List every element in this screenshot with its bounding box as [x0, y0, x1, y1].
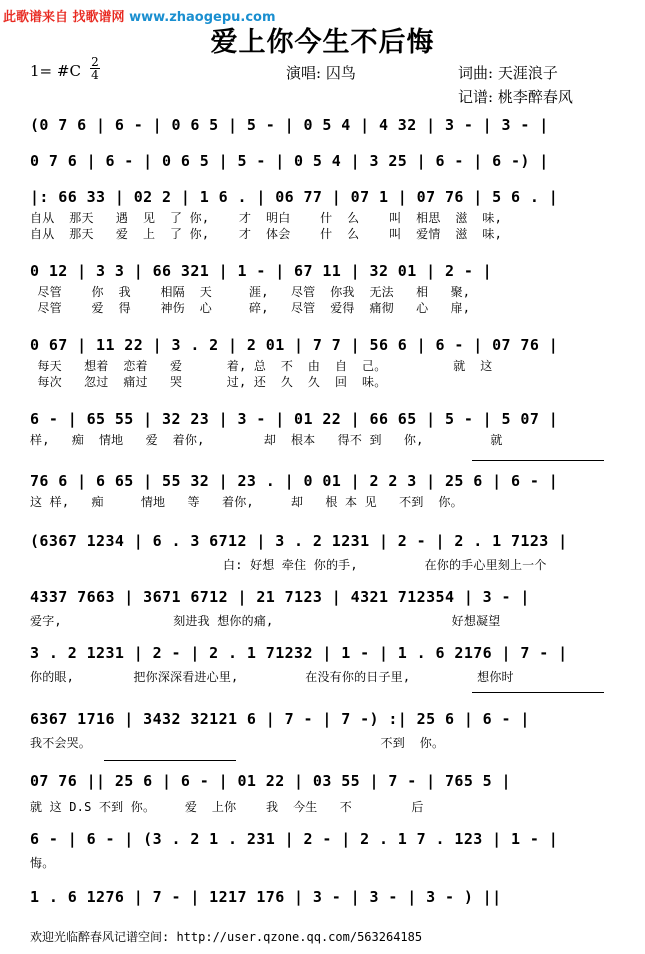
song-title: 爱上你今生不后悔	[210, 27, 435, 58]
time-signature: 2 4	[91, 55, 99, 82]
notation-line-8: (6367 1234 | 6 . 3 6712 | 3 . 2 1231 | 2 - | 2 . 1 7123 |	[30, 532, 568, 550]
notation-line-7: 76 6 | 6 65 | 55 32 | 23 . | 0 01 | 2 2 3 | 25 6 | 6 - |	[30, 472, 559, 490]
score-line-13	[0, 830, 645, 888]
lyric-line-3-verse-2: 自从 那天 爱 上 了 你, 才 体会 什 么 叫 爱情 滋 味,	[30, 227, 503, 241]
lyric-line-4-verse-1: 尽管 你 我 相隔 天 涯, 尽管 你我 无法 相 聚,	[30, 285, 471, 299]
lyric-line-3-verse-1: 自从 那天 遇 见 了 你, 才 明白 什 么 叫 相思 滋 味,	[30, 211, 503, 225]
key-signature: 1= #C	[30, 62, 81, 80]
score-line-8	[0, 532, 645, 590]
notation-line-12: 07 76 || 25 6 | 6 - | 01 22 | 03 55 | 7 - | 765 5 |	[30, 772, 511, 790]
lyric-line-5-verse-2: 每次 忽过 痛过 哭 过, 还 久 久 回 味。	[30, 375, 387, 389]
volta-bracket-3	[104, 760, 236, 761]
score-line-9	[0, 588, 645, 646]
notation-line-13: 6 - | 6 - | (3 . 2 1 . 231 | 2 - | 2 . 1 7 . 123 | 1 - |	[30, 830, 559, 848]
notation-line-3: |: 66 33 | 02 2 | 1 6 . | 06 77 | 07 1 | 07 76 | 5 6 . |	[30, 188, 559, 206]
notation-line-9: 4337 7663 | 3671 6712 | 21 7123 | 4321 712354 | 3 - |	[30, 588, 530, 606]
score-line-12	[0, 772, 645, 830]
notation-line-14: 1 . 6 1276 | 7 - | 1217 176 | 3 - | 3 - | 3 - ) ||	[30, 888, 502, 906]
score-line-4	[0, 262, 645, 320]
notation-line-10: 3 . 2 1231 | 2 - | 2 . 1 71232 | 1 - | 1 . 6 2176 | 7 - |	[30, 644, 568, 662]
lyricist-composer-credit: 词曲: 天涯浪子	[458, 64, 558, 82]
lyric-line-4-verse-2: 尽管 爱 得 神伤 心 碎, 尽管 爱得 痛彻 心 扉,	[30, 301, 471, 315]
score-line-7	[0, 472, 645, 530]
singer-credit: 演唱: 囚鸟	[286, 64, 356, 82]
lyric-line-12: 就 这 D.S 不到 你。 爱 上你 我 今生 不 后	[30, 800, 424, 814]
spoken-line-8: 白: 好想 牵住 你的手, 在你的手心里刻上一个	[30, 558, 547, 572]
notation-line-4: 0 12 | 3 3 | 66 321 | 1 - | 67 11 | 32 01 | 2 - |	[30, 262, 493, 280]
lyric-line-13: 悔。	[30, 856, 55, 870]
lyric-line-5-verse-1: 每天 想着 恋着 爱 着, 总 不 由 自 己。 就 这	[30, 359, 493, 373]
lyric-line-11: 我不会哭。 不到 你。	[30, 736, 445, 750]
score-line-10	[0, 644, 645, 702]
score-line-3	[0, 188, 645, 246]
notation-line-6: 6 - | 65 55 | 32 23 | 3 - | 01 22 | 66 65 | 5 - | 5 07 |	[30, 410, 559, 428]
volta-bracket-2	[472, 692, 604, 693]
score-line-11	[0, 710, 645, 768]
footer-credit: 欢迎光临醉春风记谱空间: http://user.qzone.qq.com/563264185	[30, 930, 423, 944]
transcriber-credit: 记谱: 桃李醉春风	[458, 88, 573, 106]
notation-line-1: (0 7 6 | 6 - | 0 6 5 | 5 - | 0 5 4 | 4 32 | 3 - | 3 - |	[30, 116, 549, 134]
lyric-line-6: 样, 痴 情地 爱 着你, 却 根本 得不 到 你, 就	[30, 433, 503, 447]
lyric-line-7: 这 样, 痴 情地 等 着你, 却 根 本 见 不到 你。	[30, 495, 463, 509]
score-line-5	[0, 336, 645, 394]
spoken-line-9: 爱字, 刻进我 想你的痛, 好想凝望	[30, 614, 501, 628]
notation-line-5: 0 67 | 11 22 | 3 . 2 | 2 01 | 7 7 | 56 6 | 6 - | 07 76 |	[30, 336, 559, 354]
notation-line-11: 6367 1716 | 3432 32121 6 | 7 - | 7 -) :| 25 6 | 6 - |	[30, 710, 530, 728]
notation-line-2: 0 7 6 | 6 - | 0 6 5 | 5 - | 0 5 4 | 3 25 | 6 - | 6 -) |	[30, 152, 549, 170]
site-watermark: 此歌谱来自 找歌谱网 www.zhaogepu.com	[3, 10, 276, 25]
volta-bracket-1	[472, 460, 604, 461]
spoken-line-10: 你的眼, 把你深深看进心里, 在没有你的日子里, 想你时	[30, 670, 514, 684]
